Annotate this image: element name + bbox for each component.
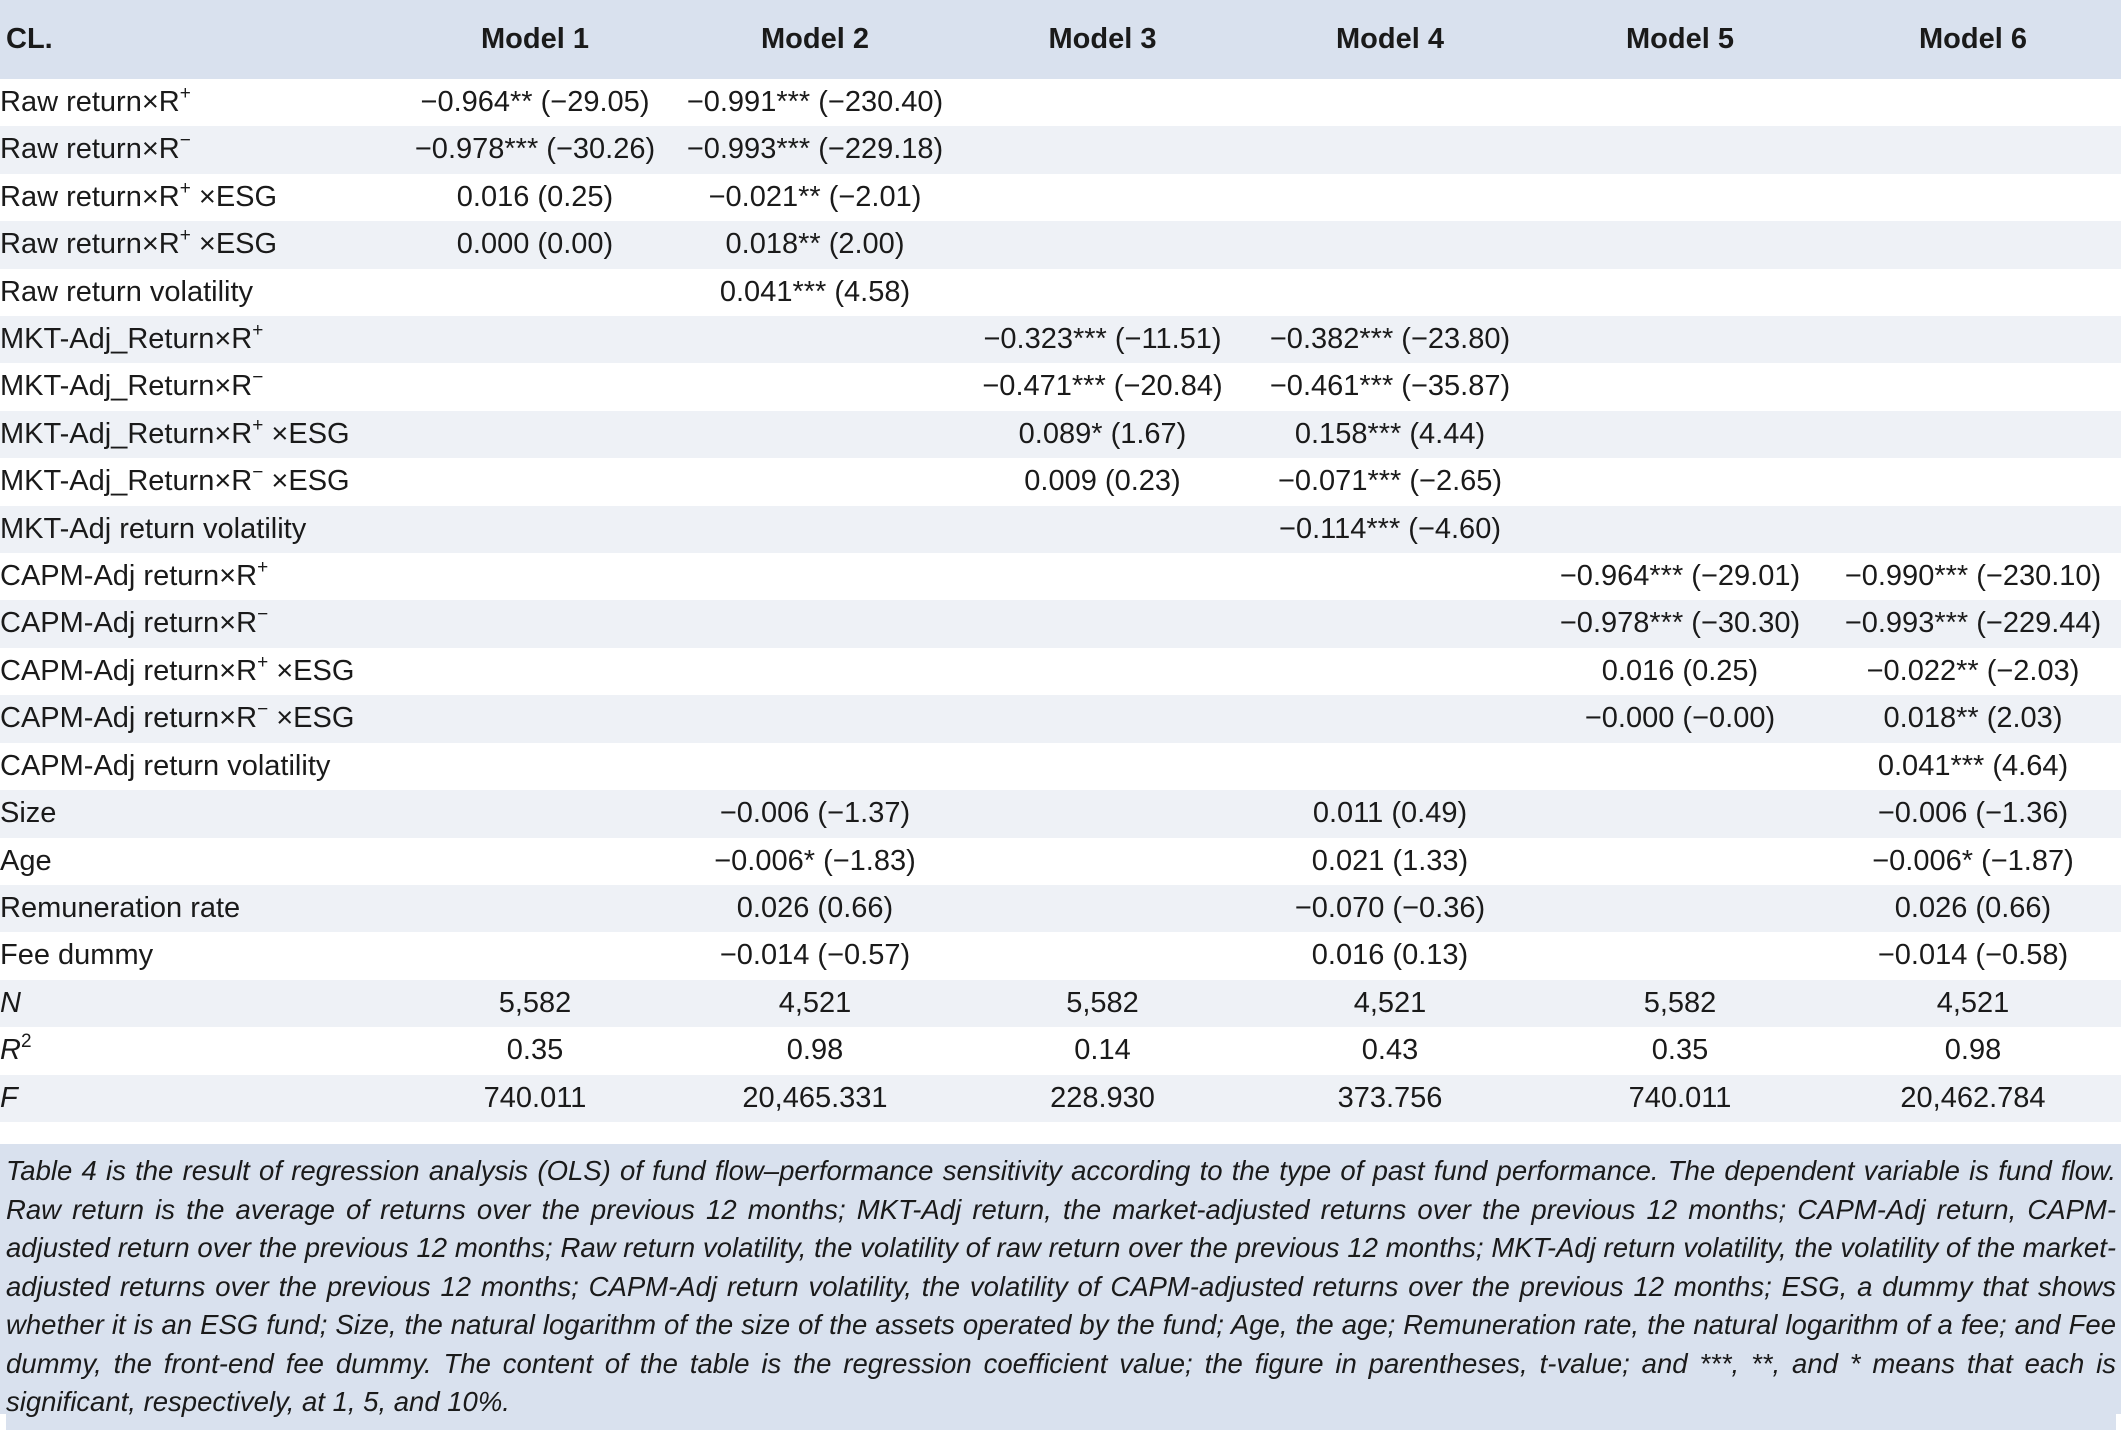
table-cell: −0.022** (−2.03)	[1866, 654, 2080, 687]
table-cell: 5,582	[1643, 986, 1717, 1019]
header-cell: Model 1	[481, 23, 589, 55]
row-label	[0, 885, 400, 932]
row-label	[0, 79, 400, 126]
table-row	[0, 458, 2121, 505]
row-label-superscript: +	[252, 414, 264, 436]
row-label-suffix: ×ESG	[190, 180, 278, 213]
table-cell: −0.964** (−29.05)	[420, 86, 650, 118]
row-label	[0, 553, 400, 600]
table-cell	[400, 790, 670, 837]
table-cell	[1245, 648, 1535, 695]
table-cell: 20,465.331	[742, 1081, 888, 1114]
table-row	[0, 363, 2121, 410]
table-note-text: is the result of regression analysis (OLS) of fund flow–performance sensitivity according to the type of past fund performance. The dependent variable is fund flow. Raw return is the average of returns over the previous 12 months; MKT-Adj return, the market-adjusted returns over the previous 12 months; CAPM-Adj return, CAPM-adjusted return over the previous 12 months; Raw return volatility, the volatility of raw return over the previous 12 months; MKT-Adj return volatility, the volatility of the market-adjusted returns over the previous 12 months; CAPM-Adj return volatility, the volatility of CAPM-adjusted returns over the previous 12 months; ESG, a dummy that shows whether it is an ESG fund; Size, the natural logarithm of the size of the assets operated by the fund; Age, the age; Remuneration rate, the natural logarithm of a fee; and Fee dummy, the front-end fee dummy. The content of the table is the regression coefficient value; the figure in parentheses, t-value; and ***, **, and * means that each is significant, respectively, at 1, 5, and 10%.	[6, 1155, 2117, 1417]
row-label	[0, 316, 400, 363]
row-label-suffix: ×ESG	[268, 702, 355, 735]
row-label	[0, 174, 400, 221]
table-row	[0, 932, 2121, 979]
table-cell: 0.35	[506, 1034, 564, 1067]
table-row	[0, 838, 2121, 885]
table-cell	[960, 269, 1245, 316]
table-cell	[960, 600, 1245, 647]
table-cell: 5,582	[498, 986, 572, 1019]
table-cell	[400, 458, 670, 505]
row-label-text: F	[0, 1081, 18, 1114]
table-cell	[960, 648, 1245, 695]
row-label-superscript: −	[252, 462, 264, 484]
table-cell	[1535, 790, 1825, 837]
row-label-text: Remuneration rate	[0, 891, 241, 924]
row-label	[0, 790, 400, 837]
table-cell: 0.98	[1944, 1034, 2002, 1067]
row-label-superscript: +	[179, 83, 191, 104]
table-cell: 4,521	[1353, 986, 1427, 1019]
table-cell	[1535, 174, 1825, 221]
table-row	[0, 648, 2121, 695]
table-cell	[400, 600, 670, 647]
row-label	[0, 648, 400, 695]
table-cell	[1245, 221, 1535, 268]
table-cell	[1825, 506, 2121, 553]
table-row	[0, 221, 2121, 268]
row-label	[0, 1075, 400, 1122]
table-cell: 0.041*** (4.64)	[1877, 749, 2069, 782]
table-cell	[670, 411, 960, 458]
table-cell	[670, 648, 960, 695]
row-label-text: MKT-Adj_Return×R	[0, 417, 253, 450]
table-cell: 0.35	[1651, 1034, 1709, 1067]
table-cell	[1535, 221, 1825, 268]
row-label-text: MKT-Adj_Return×R	[0, 370, 253, 403]
table-cell: 0.041*** (4.58)	[719, 275, 911, 308]
table-cell	[960, 790, 1245, 837]
table-row	[0, 126, 2121, 173]
row-label-text: Raw return volatility	[0, 275, 254, 308]
table-cell: 4,521	[1936, 986, 2010, 1019]
table-cell	[400, 838, 670, 885]
table-cell	[400, 743, 670, 790]
table-cell	[1245, 600, 1535, 647]
row-label	[0, 743, 400, 790]
table-cell	[1535, 932, 1825, 979]
table-row	[0, 1027, 2121, 1074]
row-label	[0, 221, 400, 268]
table-row	[0, 79, 2121, 126]
row-label-text: Raw return×R	[0, 86, 180, 118]
row-label-text: CAPM-Adj return×R	[0, 654, 258, 687]
table-cell	[1535, 506, 1825, 553]
table-cell: −0.014 (−0.58)	[1877, 939, 2069, 972]
table-cell: −0.993*** (−229.44)	[1844, 607, 2102, 640]
table-cell	[400, 695, 670, 742]
table-cell: 0.009 (0.23)	[1024, 465, 1181, 498]
table-cell: 0.089* (1.67)	[1018, 417, 1187, 450]
row-label-text: Size	[0, 797, 57, 830]
header-cell: Model 3	[1048, 23, 1157, 55]
table-cell: −0.000 (−0.00)	[1584, 702, 1776, 735]
table-cell: −0.006* (−1.83)	[714, 844, 916, 877]
row-label-superscript: −	[252, 367, 264, 389]
table-cell: 0.000 (0.00)	[456, 228, 614, 261]
row-label-text: Raw return×R	[0, 133, 180, 166]
table-cell: −0.990*** (−230.10)	[1844, 560, 2102, 593]
table-cell	[1825, 269, 2121, 316]
row-label	[0, 932, 400, 979]
table-cell	[960, 221, 1245, 268]
table-cell	[1535, 363, 1825, 410]
table-cell	[1535, 316, 1825, 363]
table-cell	[670, 363, 960, 410]
row-label-text: N	[0, 986, 21, 1019]
row-label-text: R	[0, 1034, 21, 1067]
table-cell	[400, 411, 670, 458]
table-cell: 0.98	[786, 1034, 844, 1067]
table-cell: 20,462.784	[1900, 1081, 2046, 1114]
table-cell: 0.43	[1361, 1034, 1419, 1067]
table-cell	[1825, 221, 2121, 268]
table-cell: 373.756	[1337, 1081, 1443, 1114]
table-cell: 0.026 (0.66)	[1894, 891, 2052, 924]
table-cell	[670, 316, 960, 363]
row-label	[0, 126, 400, 173]
table-cell	[1245, 174, 1535, 221]
row-label-superscript: +	[252, 320, 264, 342]
row-label-superscript: 2	[20, 1031, 32, 1053]
row-label-text: CAPM-Adj return×R	[0, 702, 258, 735]
table-cell	[1535, 269, 1825, 316]
table-row	[0, 695, 2121, 742]
row-label-superscript: +	[257, 651, 269, 673]
row-label	[0, 411, 400, 458]
row-label	[0, 363, 400, 410]
table-row	[0, 316, 2121, 363]
table-cell	[1825, 411, 2121, 458]
row-label	[0, 458, 400, 505]
table-row	[0, 1075, 2121, 1122]
table-cell: 740.011	[483, 1081, 587, 1114]
row-label	[0, 838, 400, 885]
table-header-row	[0, 0, 2121, 79]
table-row	[0, 980, 2121, 1027]
row-label-text: Raw return×R	[0, 228, 180, 261]
table-cell	[1535, 79, 1825, 126]
table-row	[0, 743, 2121, 790]
table-row	[0, 269, 2121, 316]
table-cell: −0.991*** (−230.40)	[686, 86, 944, 118]
table-cell	[960, 553, 1245, 600]
row-label-text: CAPM-Adj return×R	[0, 607, 258, 640]
row-label-superscript: +	[179, 177, 191, 199]
row-label-superscript: +	[179, 225, 191, 247]
row-label-suffix: ×ESG	[190, 228, 278, 261]
table-cell	[400, 363, 670, 410]
table-cell	[1535, 458, 1825, 505]
row-label-text: MKT-Adj_Return×R	[0, 323, 253, 356]
table-cell	[1245, 79, 1535, 126]
table-cell: −0.006 (−1.37)	[719, 797, 911, 830]
row-label-superscript: −	[257, 604, 269, 626]
table-cell: −0.014 (−0.57)	[719, 939, 911, 972]
table-note-lead: Table 4	[6, 1155, 97, 1186]
table-cell	[1825, 316, 2121, 363]
table-row	[0, 506, 2121, 553]
table-cell: 228.930	[1050, 1081, 1155, 1114]
row-label-text: CAPM-Adj return×R	[0, 560, 258, 593]
table-cell: 0.158*** (4.44)	[1294, 417, 1486, 450]
table-cell: 0.018** (2.00)	[725, 228, 905, 261]
table-cell	[960, 506, 1245, 553]
table-cell: −0.006* (−1.87)	[1872, 844, 2074, 877]
table-cell	[670, 553, 960, 600]
table-cell	[1535, 411, 1825, 458]
row-label	[0, 506, 400, 553]
table-cell: 0.016 (0.25)	[456, 180, 614, 213]
table-cell	[670, 506, 960, 553]
table-cell: −0.978*** (−30.30)	[1559, 607, 1801, 640]
table-cell: 0.021 (1.33)	[1311, 844, 1469, 877]
table-cell	[400, 932, 670, 979]
row-label-text: MKT-Adj_Return×R	[0, 465, 253, 498]
table-row	[0, 885, 2121, 932]
row-label-text: Age	[0, 844, 52, 877]
table-cell	[400, 506, 670, 553]
row-label-suffix: ×ESG	[263, 417, 350, 450]
table-cell: −0.978*** (−30.26)	[414, 133, 656, 166]
table-cell	[1245, 553, 1535, 600]
table-cell	[1825, 363, 2121, 410]
row-label-text: Fee dummy	[0, 939, 154, 972]
table-cell	[400, 648, 670, 695]
table-cell	[1825, 458, 2121, 505]
table-cell	[400, 885, 670, 932]
table-cell: 0.016 (0.25)	[1601, 654, 1759, 687]
table-cell	[670, 743, 960, 790]
row-label	[0, 269, 400, 316]
table-cell	[1825, 126, 2121, 173]
table-row	[0, 411, 2121, 458]
table-body	[0, 79, 2121, 1122]
row-label-superscript: −	[257, 699, 269, 721]
row-label	[0, 980, 400, 1027]
row-label	[0, 695, 400, 742]
table-row	[0, 790, 2121, 837]
table-cell	[960, 79, 1245, 126]
table-cell	[1825, 79, 2121, 126]
table-cell	[1245, 743, 1535, 790]
table-cell	[670, 600, 960, 647]
table-cell	[960, 885, 1245, 932]
table-cell: 0.016 (0.13)	[1311, 939, 1469, 972]
table-cell: 0.018** (2.03)	[1883, 702, 2063, 735]
row-label-superscript: +	[257, 557, 269, 579]
table-cell	[960, 743, 1245, 790]
table-cell: 0.14	[1074, 1034, 1131, 1067]
row-label	[0, 600, 400, 647]
header-cell: Model 4	[1336, 23, 1444, 55]
table-row	[0, 600, 2121, 647]
table-cell	[400, 269, 670, 316]
table-cell: −0.021** (−2.01)	[708, 180, 922, 213]
table-cell: 0.011 (0.49)	[1312, 797, 1468, 830]
header-cell: Model 5	[1626, 23, 1734, 55]
row-label	[0, 1027, 400, 1074]
header-cell: Model 2	[761, 23, 869, 55]
table-cell: 4,521	[778, 986, 852, 1019]
table-cell	[670, 458, 960, 505]
table-cell: −0.071*** (−2.65)	[1277, 465, 1503, 498]
table-cell: −0.964*** (−29.01)	[1559, 560, 1801, 593]
table-cell	[960, 126, 1245, 173]
table-cell	[960, 695, 1245, 742]
table-cell	[960, 174, 1245, 221]
table-cell: −0.006 (−1.36)	[1877, 797, 2069, 830]
table-cell	[400, 553, 670, 600]
row-label-text: MKT-Adj return volatility	[0, 512, 307, 545]
table-cell	[1535, 885, 1825, 932]
table-cell	[1825, 174, 2121, 221]
table-cell	[960, 838, 1245, 885]
row-label-text: CAPM-Adj return volatility	[0, 749, 331, 782]
row-label-suffix: ×ESG	[263, 465, 350, 498]
table-note	[6, 1148, 2116, 1430]
table-cell: −0.471*** (−20.84)	[982, 370, 1223, 403]
table-row	[0, 553, 2121, 600]
table-cell	[1245, 695, 1535, 742]
table-cell	[1535, 743, 1825, 790]
header-cell: Model 6	[1919, 23, 2027, 55]
table-cell	[1535, 838, 1825, 885]
table-cell	[1245, 126, 1535, 173]
table-cell	[1535, 126, 1825, 173]
table-cell: −0.461*** (−35.87)	[1269, 370, 1511, 403]
table-cell: 5,582	[1066, 986, 1139, 1019]
row-label-suffix: ×ESG	[268, 654, 355, 687]
table-cell	[1245, 269, 1535, 316]
table-cell: −0.323*** (−11.51)	[983, 323, 1222, 356]
table-cell	[670, 695, 960, 742]
table-cell: 740.011	[1628, 1081, 1732, 1114]
table-cell: 0.026 (0.66)	[736, 891, 894, 924]
table-row	[0, 174, 2121, 221]
header-cell: CL.	[6, 23, 53, 55]
table-cell: −0.070 (−0.36)	[1294, 891, 1486, 924]
row-label-text: Raw return×R	[0, 180, 180, 213]
row-label-superscript: −	[179, 130, 191, 152]
table-cell: −0.382*** (−23.80)	[1269, 323, 1511, 356]
table-cell	[400, 316, 670, 363]
table-cell: −0.114*** (−4.60)	[1279, 512, 1501, 545]
table-cell: −0.993*** (−229.18)	[686, 133, 944, 166]
table-cell	[960, 932, 1245, 979]
